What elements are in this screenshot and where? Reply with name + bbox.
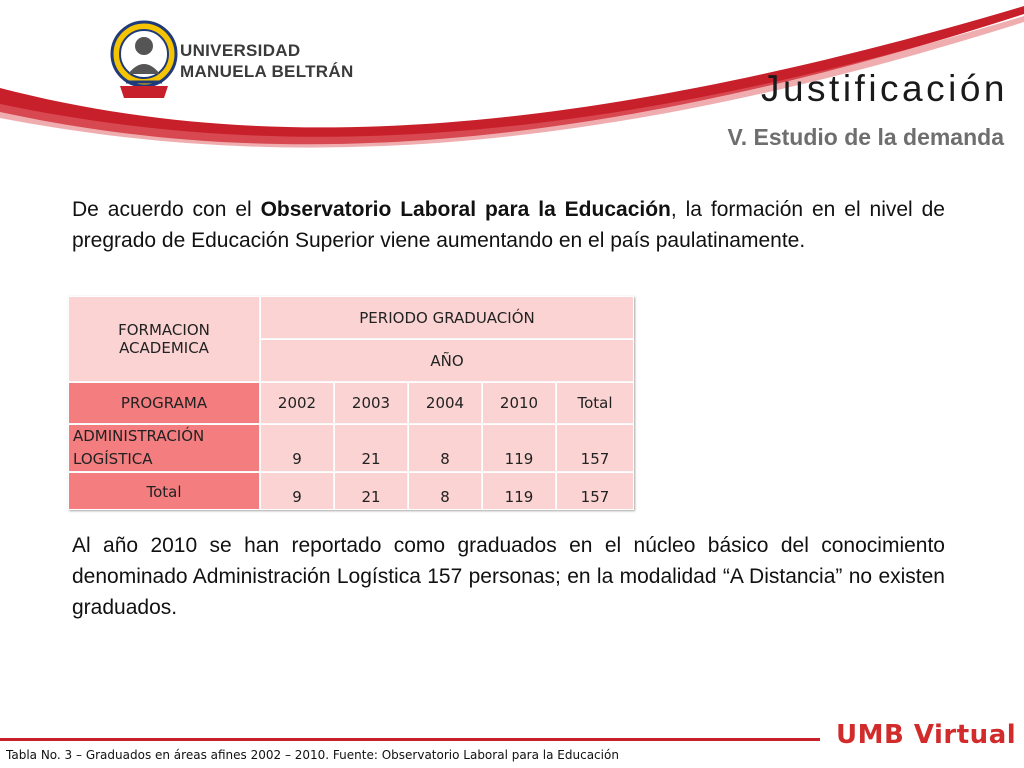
year-cell: Total bbox=[556, 382, 634, 424]
header-anio: AÑO bbox=[260, 339, 634, 382]
row-label-administracion bbox=[68, 424, 260, 472]
intro-text-end: , la formación en el nivel de pregrado de Educación Superior viene aumentando en el país paulatinamente. bbox=[72, 198, 945, 252]
total-cell: 119 bbox=[482, 472, 556, 510]
value-cell: 21 bbox=[334, 424, 408, 472]
total-label: Total bbox=[68, 472, 260, 510]
header-formacion bbox=[68, 296, 260, 382]
footer-bar bbox=[0, 738, 820, 741]
total-cell: 21 bbox=[334, 472, 408, 510]
total-cell: 9 bbox=[260, 472, 334, 510]
value-cell: 9 bbox=[260, 424, 334, 472]
university-name bbox=[180, 40, 354, 82]
conclusion-paragraph: Al año 2010 se han reportado como graduados en el núcleo básico del conocimiento denominado Administración Logística 157 personas; en la modalidad “A Distancia” no existen graduados. bbox=[72, 534, 945, 619]
value-cell: 8 bbox=[408, 424, 482, 472]
row-label-line2: LOGÍSTICA bbox=[73, 450, 153, 468]
intro-text-start: De acuerdo con el bbox=[72, 198, 261, 221]
header-programa: PROGRAMA bbox=[68, 382, 260, 424]
university-name-line1: UNIVERSIDAD bbox=[180, 41, 301, 60]
year-cell: 2002 bbox=[260, 382, 334, 424]
page-subtitle: V. Estudio de la demanda bbox=[727, 124, 1004, 150]
intro-text-bold: Observatorio Laboral para la Educación bbox=[260, 198, 671, 221]
header-formacion-line2: ACADEMICA bbox=[119, 339, 209, 357]
header-formacion-line1: FORMACION bbox=[118, 321, 210, 339]
total-cell: 8 bbox=[408, 472, 482, 510]
row-label-line1: ADMINISTRACIÓN bbox=[73, 427, 205, 445]
value-cell: 119 bbox=[482, 424, 556, 472]
value-cell: 157 bbox=[556, 424, 634, 472]
page-title: Justificación bbox=[760, 68, 1008, 109]
header-periodo: PERIODO GRADUACIÓN bbox=[260, 296, 634, 339]
table-caption: Tabla No. 3 – Graduados en áreas afines 2002 – 2010. Fuente: Observatorio Laboral para la Educación bbox=[6, 748, 619, 762]
year-cell: 2003 bbox=[334, 382, 408, 424]
graduates-table bbox=[68, 296, 634, 510]
intro-paragraph bbox=[72, 194, 945, 256]
year-cell: 2004 bbox=[408, 382, 482, 424]
year-cell: 2010 bbox=[482, 382, 556, 424]
umb-seal-icon bbox=[110, 14, 178, 102]
university-name-line2: MANUELA BELTRÁN bbox=[180, 62, 354, 81]
total-cell: 157 bbox=[556, 472, 634, 510]
umb-virtual-logo: UMB Virtual bbox=[836, 720, 1017, 750]
